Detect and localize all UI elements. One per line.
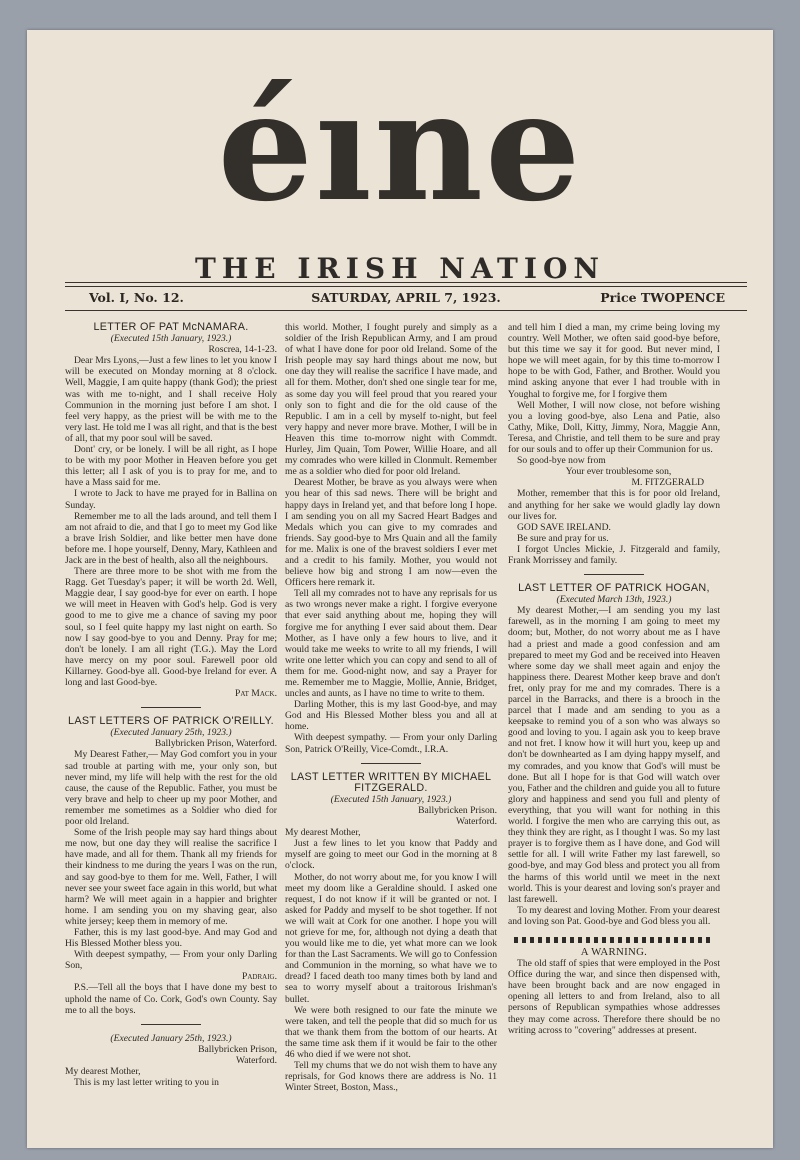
header-rule-upper (65, 286, 747, 287)
paragraph: GOD SAVE IRELAND. (517, 521, 611, 533)
paragraph: Just a few lines to let you know that Paddy and myself are going to meet our God in the morning at 8 o'clock. (285, 838, 497, 872)
paragraph: Well Mother, I will now close, not before wishing you a loving good-bye, also Lena and Patie, also Cathy, Mike, Doll, Kitty, Jimmy, Nora, Maggie Ann, Teresa, and Christie, and tell them to be sure and pray for our souls and to offer up their Communion for us. (508, 399, 720, 456)
separator (141, 707, 201, 708)
decorative-separator (514, 937, 714, 943)
column-2 (285, 322, 497, 1132)
article-subheading: (Executed 15th January, 1923.) (110, 333, 232, 345)
paragraph: This is my last letter writing to you in (74, 1077, 219, 1089)
issue-price: Price TWOPENCE (600, 290, 725, 305)
separator (584, 574, 644, 575)
letter-place: Ballybricken Prison, (198, 1043, 277, 1055)
paragraph: I forgot Uncles Mickie, J. Fitzgerald and family, Frank Morrissey and family. (508, 543, 720, 566)
letter-place: Roscrea, 14-1-23. (208, 344, 277, 356)
letter-place: Ballybricken Prison, Waterford. (154, 738, 277, 750)
masthead-title: éıne (217, 59, 583, 235)
paragraph: With deepest sympathy. — From your only Darling Son, Patrick O'Reilly, Vice-Comdt., I.R.A. (285, 732, 497, 755)
column-3 (508, 322, 720, 1132)
paragraph: Mother, remember that this is for poor old Ireland, and anything for her sake we would gladly lay down our lives for. (508, 488, 720, 522)
newspaper-page (27, 30, 773, 1148)
article-subheading: (Executed 15th January, 1923.) (330, 793, 452, 805)
header-rule-lower (65, 310, 747, 311)
closing-line: Your ever troublesome son, (565, 466, 672, 478)
volume-number: Vol. I, No. 12. (89, 290, 184, 305)
paragraph: P.S.—Tell all the boys that I have done my best to uphold the name of Co. Cork, God's own County. Say me to all the boys. (65, 982, 277, 1016)
issue-info-bar (65, 290, 747, 308)
paragraph: and tell him I died a man, my crime being loving my country. Well Mother, we often said good-bye before, but this time we say it for good. But never mind, I hope we will meet again, for by this time to-morrow I hope to be with God, Father, and Brother. Would you mind asking anyone that ever I had trouble with in Youghal to forgive me, for I forgive them (508, 322, 720, 400)
column-1 (65, 322, 277, 1132)
salutation: My dearest Mother, (65, 1066, 141, 1077)
signature: Padraig. (242, 971, 277, 983)
signature: Pat Mack. (235, 688, 277, 700)
paragraph: So good-bye now from (517, 455, 606, 467)
article-heading: LAST LETTER OF PATRICK HOGAN, (518, 582, 710, 595)
article-heading: A WARNING. (580, 945, 648, 958)
separator (361, 763, 421, 764)
paragraph: There are three more to be shot with me from the Ragg. Get Tuesday's paper; it will be worth 2d. Well, Maggie dear, I say good-bye for ever on earth. I hope we will meet in Heaven with God's help. God is very good to me to give me a chance of saving my poor soul, so I feel quite happy my last night on earth. So now I say good-bye to you and Denny. Pray for me; don't be lonely. I am all right (T.G.). May the Lord have mercy on my poor soul. Farewell poor old Killarney. Good-bye all. Good-bye Ireland for ever. A long and last Good-bye. (65, 566, 277, 688)
paragraph: To my dearest and loving Mother. From your dearest and loving son Pat. Good-bye and God bless you all. (508, 904, 720, 927)
paragraph: Some of the Irish people may say hard things about me now, but one day they will realise the sacrifice I have made, and all for them. Thank all my friends for their kindness to me during the years I was on the run, and say good-bye to them for me. Well, Father, I will never see your sweet face again in this world, but what harm? We will meet again in a happier and brighter home. I am sending you on my shaving gear, also white jersey; keep them in memory of me. (65, 827, 277, 927)
paragraph: Mother, do not worry about me, for you know I will meet my doom like a Geraldine should. I asked one request, I do not know if it will be granted or not. I asked for Paddy and myself to be shot together. If not we will wait at Cork for one another. I hope you will not grieve for me, for, although not dying a death that you would like me to die, yet what more can we look for than the Last Sacraments. We will go to Confession and Communion in the morning, so what have we to dread? I faced death too many times both by land and sea to worry myself about a traitorous Irishman's bullet. (285, 871, 497, 1005)
paragraph: Dear Mrs Lyons,—Just a few lines to let you know I will be executed on Monday morning at 8 o'clock. Well, Maggie, I am quite happy (thank God); the priest was with me to-night, and I shall receive Holy Communion in the morning just before I am shot. I feel very happy, as the priest will be with me to the very last. He told me I was all right, and that is the best of all, that my poor soul will be saved. (65, 355, 277, 444)
paragraph: Tell my chums that we do not wish them to have any reprisals, for God knows there are address is No. 11 Winter Street, Boston, Mass., (285, 1060, 497, 1094)
paragraph: Tell all my comrades not to have any reprisals for us as two wrongs never make a right. I forgive everyone that ever said anything about me, hoping they will forgive me for anything I ever said about them. Dear Mother, as I have only a few hours to live, and it would take me weeks to write to all my friends, I will write one letter which you can copy and send to all of them for me. Good-night now, and say a Prayer for me. Remember me to Maggie, Mollie, Annie, Bridget, uncles and aunts, as I have no time to write to them. (285, 588, 497, 700)
letter-place: Waterford. (455, 816, 497, 828)
issue-date: SATURDAY, APRIL 7, 1923. (311, 290, 501, 305)
separator (141, 1024, 201, 1025)
paragraph: I wrote to Jack to have me prayed for in Ballina on Sunday. (65, 488, 277, 511)
paragraph: Darling Mother, this is my last Good-bye, and may God and His Blessed Mother bless you and all at home. (285, 699, 497, 733)
letter-place: Waterford. (235, 1054, 277, 1066)
signature: M. FITZGERALD (631, 477, 704, 489)
paragraph: Be sure and pray for us. (517, 532, 609, 544)
paragraph: The old staff of spies that were employed in the Post Office during the war, and since then dispensed with, have been brought back and are now engaged in opening all letters to and from Ireland, also to all persons of Republican sympathies whose addresses they may come across. Therefore there should be no writing across to "covering" addresses at present. (508, 958, 720, 1036)
paragraph: Dearest Mother, be brave as you always were when you hear of this sad news. There will be bright and happy days in Ireland yet, and that before long I hope. I am sending you on all my Sacred Heart Badges and Medals which you can give to my comrades and friends. Say good-bye to Mrs Quain and all the family for me. Malix is one of the bravest soldiers I ever met and a credit to his family. Mother, you would not believe how big and strong I am now—even the Officers here remark it. (285, 477, 497, 589)
paragraph: this world. Mother, I fought purely and simply as a soldier of the Irish Republican Army, and I am proud of what I have done for poor old Ireland. Some of the Irish people may say hard things about me now, but one day they will realise the sacrifice I have made, and all for them. Mother, don't shed one single tear for me, as some day you will feel proud that you reared your only son to fight and die for the old cause of the Republic. I am in a cell by myself to-night, but feel very happy and never more brave. Mother, I will be in Heaven this time to-morrow night with Commdt. Hurley, Jim Quain, Tom Power, Willie Hoare, and all my comrades who were killed in Clonmult. Remember me as a soldier who died for poor old Ireland. (285, 322, 497, 478)
paragraph: Dont' cry, or be lonely. I will be all right, as I hope to be with my poor Mother in Heaven before you get this letter; all I ask of you is to pray for me, and to have a Mass said for me. (65, 444, 277, 489)
article-subheading: (Executed January 25th, 1923.) (110, 727, 232, 739)
paragraph: Father, this is my last good-bye. And may God and His Blessed Mother bless you. (65, 926, 277, 950)
article-heading: LAST LETTER WRITTEN BY MICHAEL FITZGERALD. (290, 770, 492, 794)
paragraph: My Dearest Father,— May God comfort you in your sad trouble at parting with me, your only son, but never mind, my life will help with the rest for the old cause, the cause of the Republic. Father, you must be very brave and help to cheer up my poor Mother, and remember me sometimes as a Soldier who died for poor old Ireland. (65, 749, 277, 828)
article-subheading: (Executed March 13th, 1923.) (556, 594, 672, 606)
paragraph: With deepest sympathy, — From your only Darling Son, (65, 949, 277, 972)
masthead-subtitle: THE IRISH NATION (195, 252, 605, 285)
article-subheading: (Executed January 25th, 1923.) (110, 1032, 232, 1044)
article-heading: LETTER OF PAT McNAMARA. (93, 322, 249, 333)
letter-place: Ballybricken Prison. (418, 804, 497, 816)
paragraph: My dearest Mother,—I am sending you my last farewell, as in the morning I am going to meet my doom; but, Mother, do not worry about me as I have had a priest and made a good confession and am prepared to meet my God and be received into Heaven where some day we shall meet again and enjoy the happiness there. Dearest Mother keep brave and don't fret, only pray for me and my comrades. There is a parcel in the Barracks, and there is a brooch in the parcel that I made and am sending to you as a keepsake to remind you of a son who was always so good and loving to you. I again ask you to keep brave and not fret. I know how it will hurt you, keep up and don't be downhearted as I am dying happy myself, and my comrades, and you know that God's will must be done. But all I hope for is that God will watch over you, Father and the children and guide you all to future glory and happiness and send you full and plenty of everything, that you will want for nothing in this world. I forgive the men who are carrying this out, as they think they are right, as I thought I was. So my last prayer is to forgive them as I have done, and God will settle for all. I will write Father my last farewell, so good-bye, and may God bless and protect you all from the harms of this world until we meet in the next world. This is your dearest and loving son's prayer and last farewell. (508, 605, 720, 905)
salutation: My dearest Mother, (285, 827, 361, 839)
paragraph: We were both resigned to our fate the minute we were taken, and tell the people that did so much for us that we thank them from the bottom of our hearts. At the same time ask them if it would be fair to the other 46 who died if we were not shot. (285, 1004, 497, 1060)
paragraph: Remember me to all the lads around, and tell them I am not afraid to die, and that I go to meet my God like a brave Irish Soldier, and like better men have done before me. I hope yourself, Denny, Mary, Kathleen and Jack are in the best of health, also all the neighbours. (65, 510, 277, 566)
article-heading: LAST LETTERS OF PATRICK O'REILLY. (68, 715, 274, 728)
